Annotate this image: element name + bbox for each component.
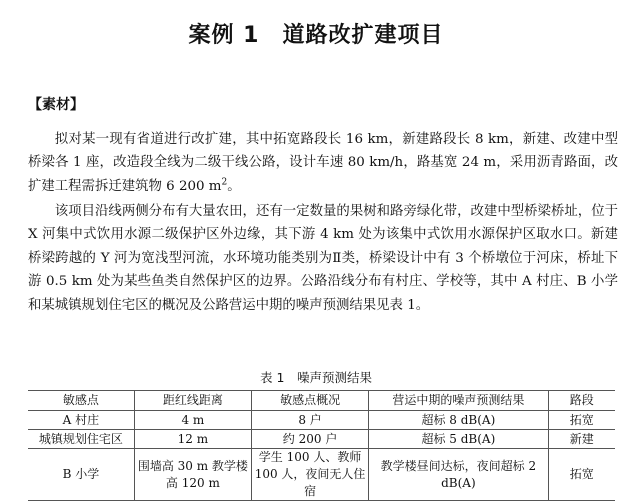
- superscript: 2: [221, 177, 228, 188]
- header-cell: 距红线距离: [134, 391, 251, 411]
- table-cell: 拓宽: [548, 411, 615, 430]
- header-cell: 敏感点概况: [251, 391, 368, 411]
- paragraph-2: 该项目沿线两侧分布有大量农田，还有一定数量的果树和路旁绿化带，改建中型桥梁桥址，位于 X 河集中式饮用水源二级保护区外边缘，其下游 4 km 处为该集中式饮用水源保护区取水口。新建桥梁跨越的 Y 河为宽浅型河流，水环境功能类别为Ⅱ类，桥梁设计中有 3 个桥墩位于河床，桥址下游 0.5 km 处为某些鱼类自然保护区的边界。公路沿线分布有村庄、学校等，其中 A 村庄、B 小学和某城镇规划住宅区的概况及公路营运中期的噪声预测结果见表 1。: [28, 204, 618, 313]
- section-heading: 【素材】: [28, 97, 84, 113]
- table-row: [28, 430, 615, 449]
- table-cell: 城镇规划住宅区: [28, 430, 134, 449]
- paragraph-1-tail: 。: [227, 178, 241, 194]
- table-cell: 超标 5 dB(A): [369, 430, 548, 449]
- header-cell: 营运中期的噪声预测结果: [369, 391, 548, 411]
- paragraph-1: [28, 128, 618, 198]
- table-cell: 约 200 户: [251, 430, 368, 449]
- table-cell: 教学楼昼间达标，夜间超标 2 dB(A): [369, 449, 548, 501]
- table-cell: 8 户: [251, 411, 368, 430]
- table-caption: 表 1 噪声预测结果: [260, 370, 372, 385]
- paragraph-1-text: 拟对某一现有省道进行改扩建，其中拓宽路段长 16 km，新建路段长 8 km，新建、改建中型桥梁各 1 座，改造段全线为二级干线公路，设计车速 80 km/h，路基宽 24 m，采用沥青路面，改扩建工程需拆迁建筑物 6 200 m: [28, 132, 618, 194]
- table-cell: 新建: [548, 430, 615, 449]
- noise-prediction-table: [28, 390, 615, 501]
- table-cell: 拓宽: [548, 449, 615, 501]
- page-title: 案例 1 道路改扩建项目: [188, 23, 444, 48]
- table-cell: 12 m: [134, 430, 251, 449]
- table-cell: 学生 100 人、教师 100 人，夜间无人住宿: [251, 449, 368, 501]
- table-header-row: [28, 391, 615, 411]
- table-cell: B 小学: [28, 449, 134, 501]
- table-row: [28, 449, 615, 501]
- header-cell: 路段: [548, 391, 615, 411]
- table-cell: 围墙高 30 m 教学楼高 120 m: [134, 449, 251, 501]
- table-cell: 4 m: [134, 411, 251, 430]
- table-cell: 超标 8 dB(A): [369, 411, 548, 430]
- table-cell: A 村庄: [28, 411, 134, 430]
- table-row: [28, 411, 615, 430]
- header-cell: 敏感点: [28, 391, 134, 411]
